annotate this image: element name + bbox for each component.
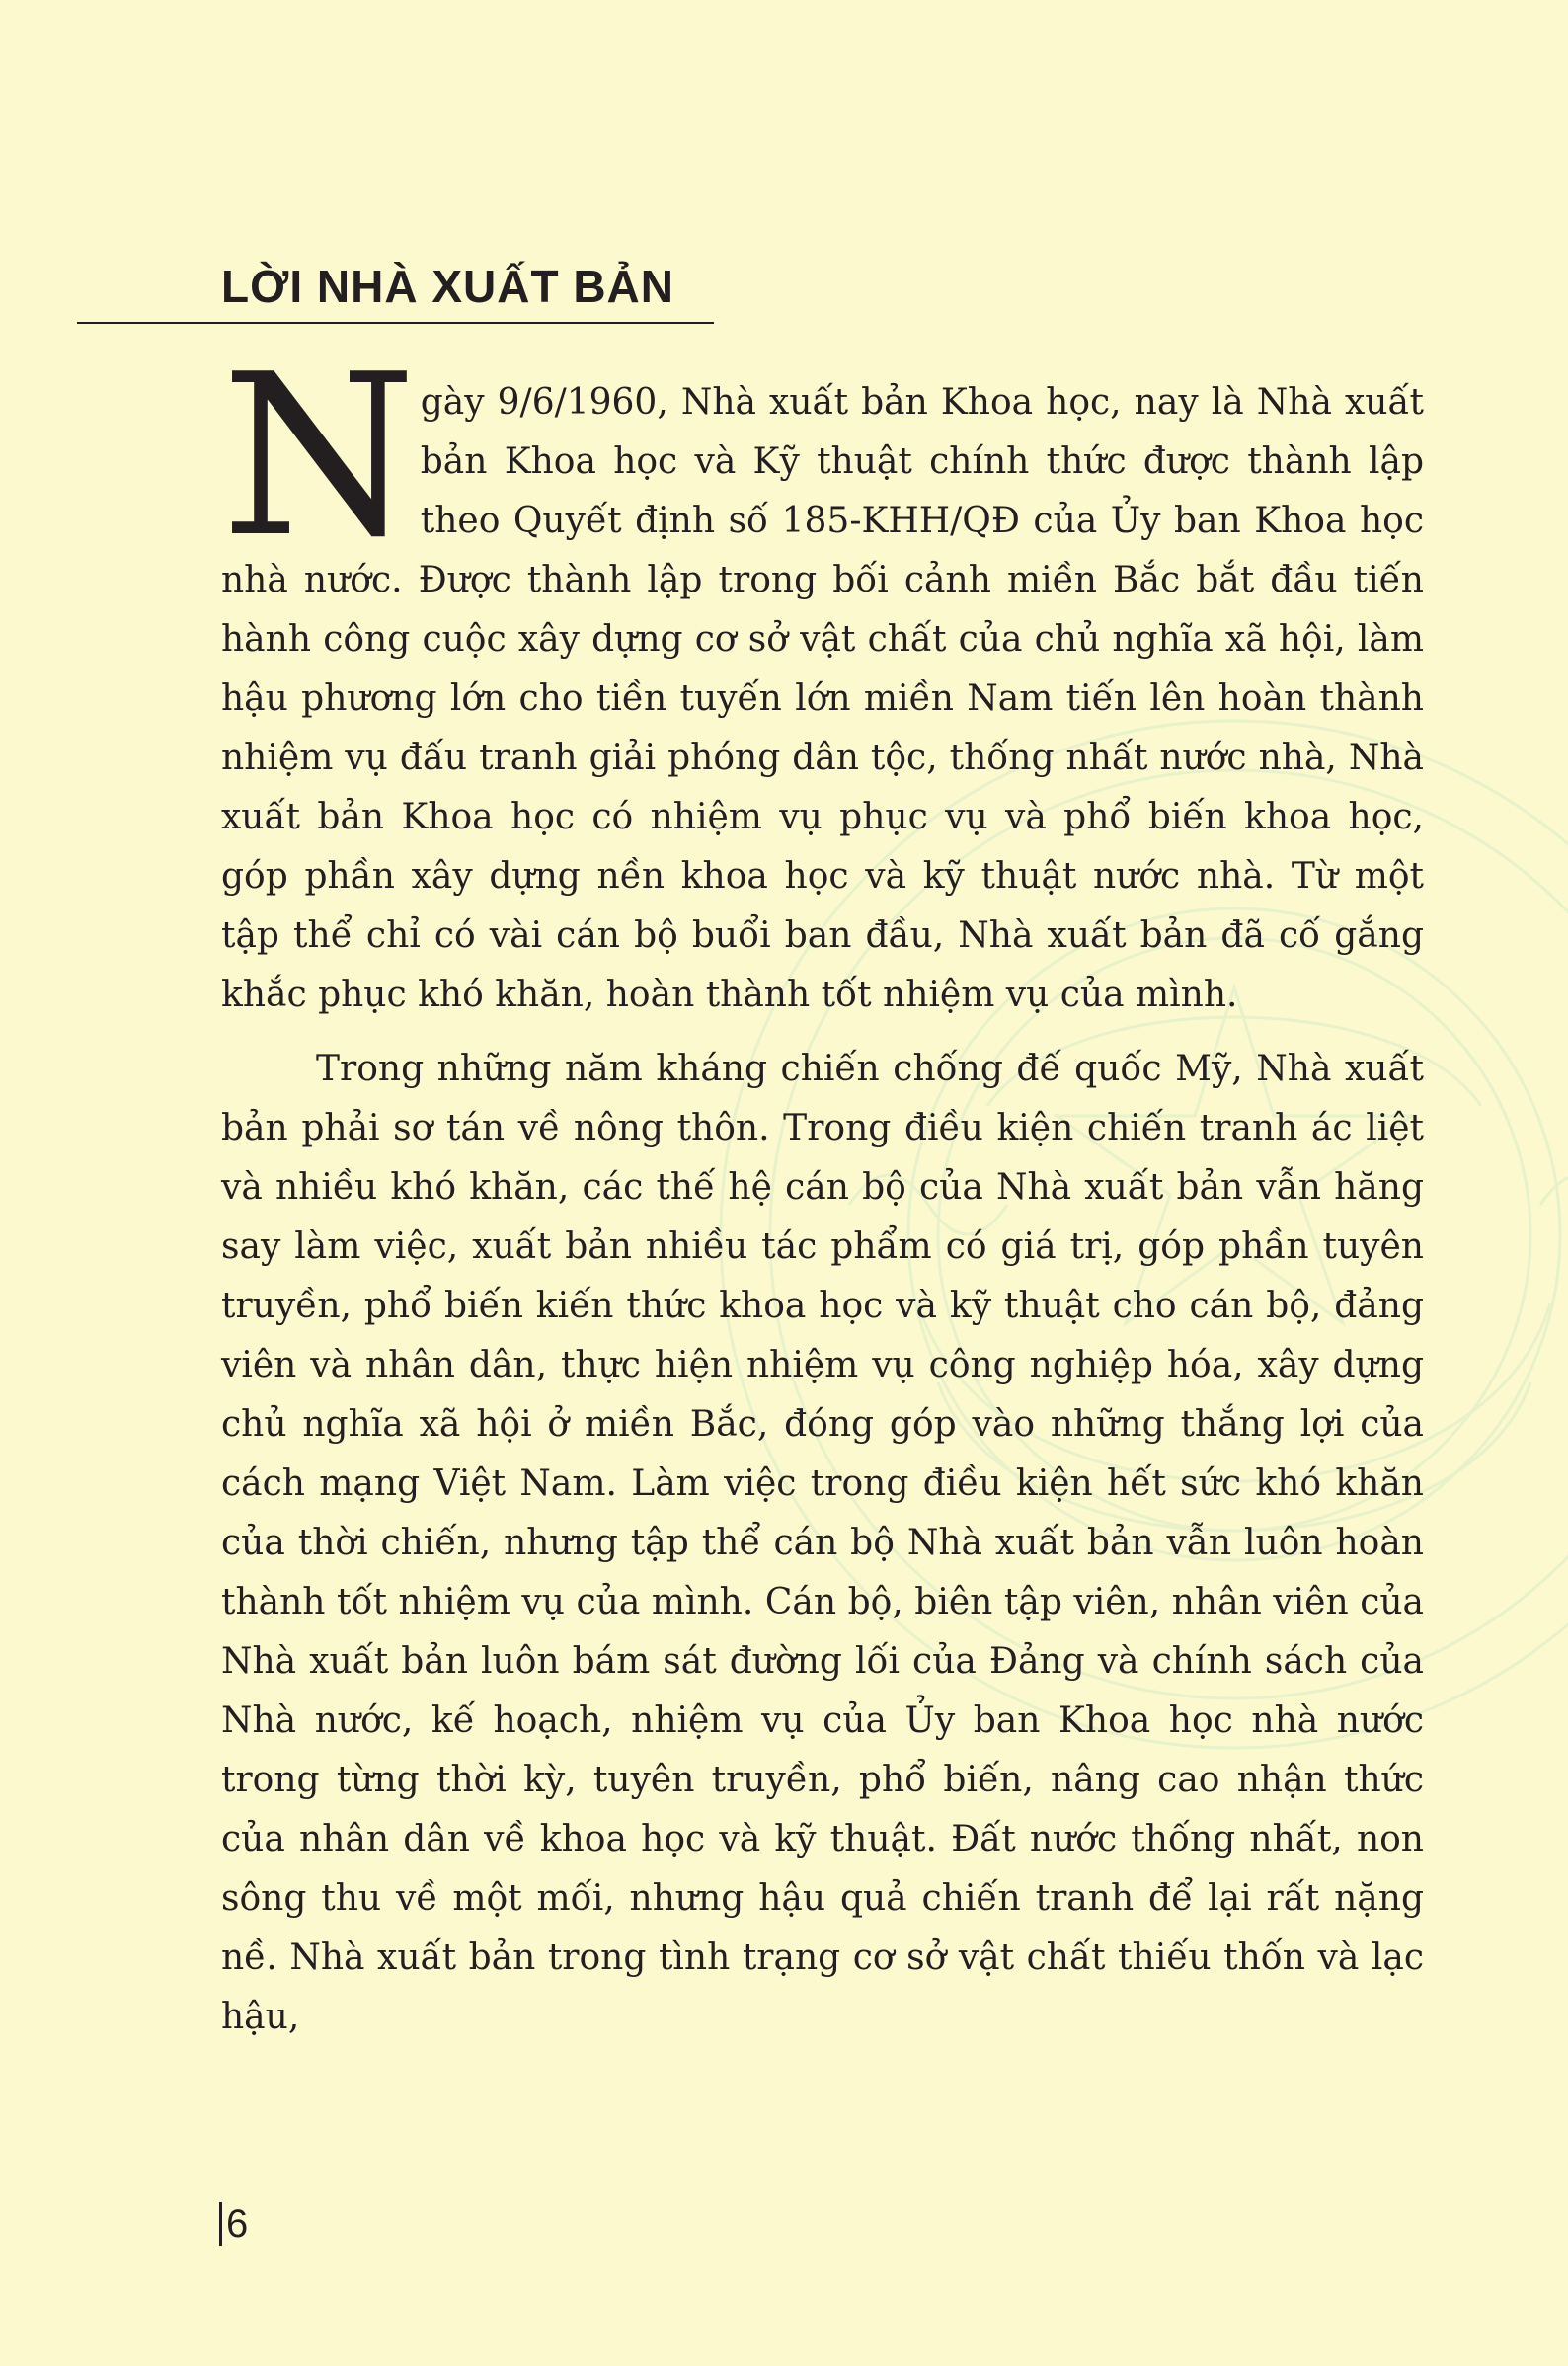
- section-header: [77, 259, 714, 324]
- paragraph-2-text: Trong những năm kháng chiến chống đế quốc Mỹ, Nhà xuất bản phải sơ tán về nông thôn. Trong điều kiện chiến tranh ác liệt và nhiều khó khăn, các thế hệ cán bộ của Nhà xuất bản vẫn hăng say làm việc, xuất bản nhiều tác phẩm có giá trị, góp phần tuyên truyền, phổ biến kiến thức khoa học và kỹ thuật cho cán bộ, đảng viên và nhân dân, thực hiện nhiệm vụ công nghiệp hóa, xây dựng chủ nghĩa xã hội ở miền Bắc, đóng góp vào những thắng lợi của cách mạng Việt Nam. Làm việc trong điều kiện hết sức khó khăn của thời chiến, nhưng tập thể cán bộ Nhà xuất bản vẫn luôn hoàn thành tốt nhiệm vụ của mình. Cán bộ, biên tập viên, nhân viên của Nhà xuất bản luôn bám sát đường lối của Đảng và chính sách của Nhà nước, kế hoạch, nhiệm vụ của Ủy ban Khoa học nhà nước trong từng thời kỳ, tuyên truyền, phổ biến, nâng cao nhận thức của nhân dân về khoa học và kỹ thuật. Đất nước thống nhất, non sông thu về một mối, nhưng hậu quả chiến tranh để lại rất nặng nề. Nhà xuất bản trong tình trạng cơ sở vật chất thiếu thốn và lạc hậu,: [221, 1049, 1424, 2037]
- page-number-bar: [219, 2202, 222, 2246]
- page-title: LỜI NHÀ XUẤT BẢN: [221, 261, 674, 312]
- paragraph-1-text: gày 9/6/1960, Nhà xuất bản Khoa học, nay là Nhà xuất bản Khoa học và Kỹ thuật chính thức được thành lập theo Quyết định số 185-KHH/QĐ của Ủy ban Khoa học nhà nước. Được thành lập trong bối cảnh miền Bắc bắt đầu tiến hành công cuộc xây dựng cơ sở vật chất của chủ nghĩa xã hội, làm hậu phương lớn cho tiền tuyến lớn miền Nam tiến lên hoàn thành nhiệm vụ đấu tranh giải phóng dân tộc, thống nhất nước nhà, Nhà xuất bản Khoa học có nhiệm vụ phục vụ và phổ biến khoa học, góp phần xây dựng nền khoa học và kỹ thuật nước nhà. Từ một tập thể chỉ có vài cán bộ buổi ban đầu, Nhà xuất bản đã cố gắng khắc phục khó khăn, hoàn thành tốt nhiệm vụ của mình.: [221, 382, 1424, 1015]
- drop-cap: N: [221, 327, 417, 587]
- page-number: [219, 2198, 248, 2249]
- body-text: [221, 327, 1424, 2047]
- paragraph: [221, 327, 1424, 1025]
- page-number-value: 6: [226, 2201, 249, 2246]
